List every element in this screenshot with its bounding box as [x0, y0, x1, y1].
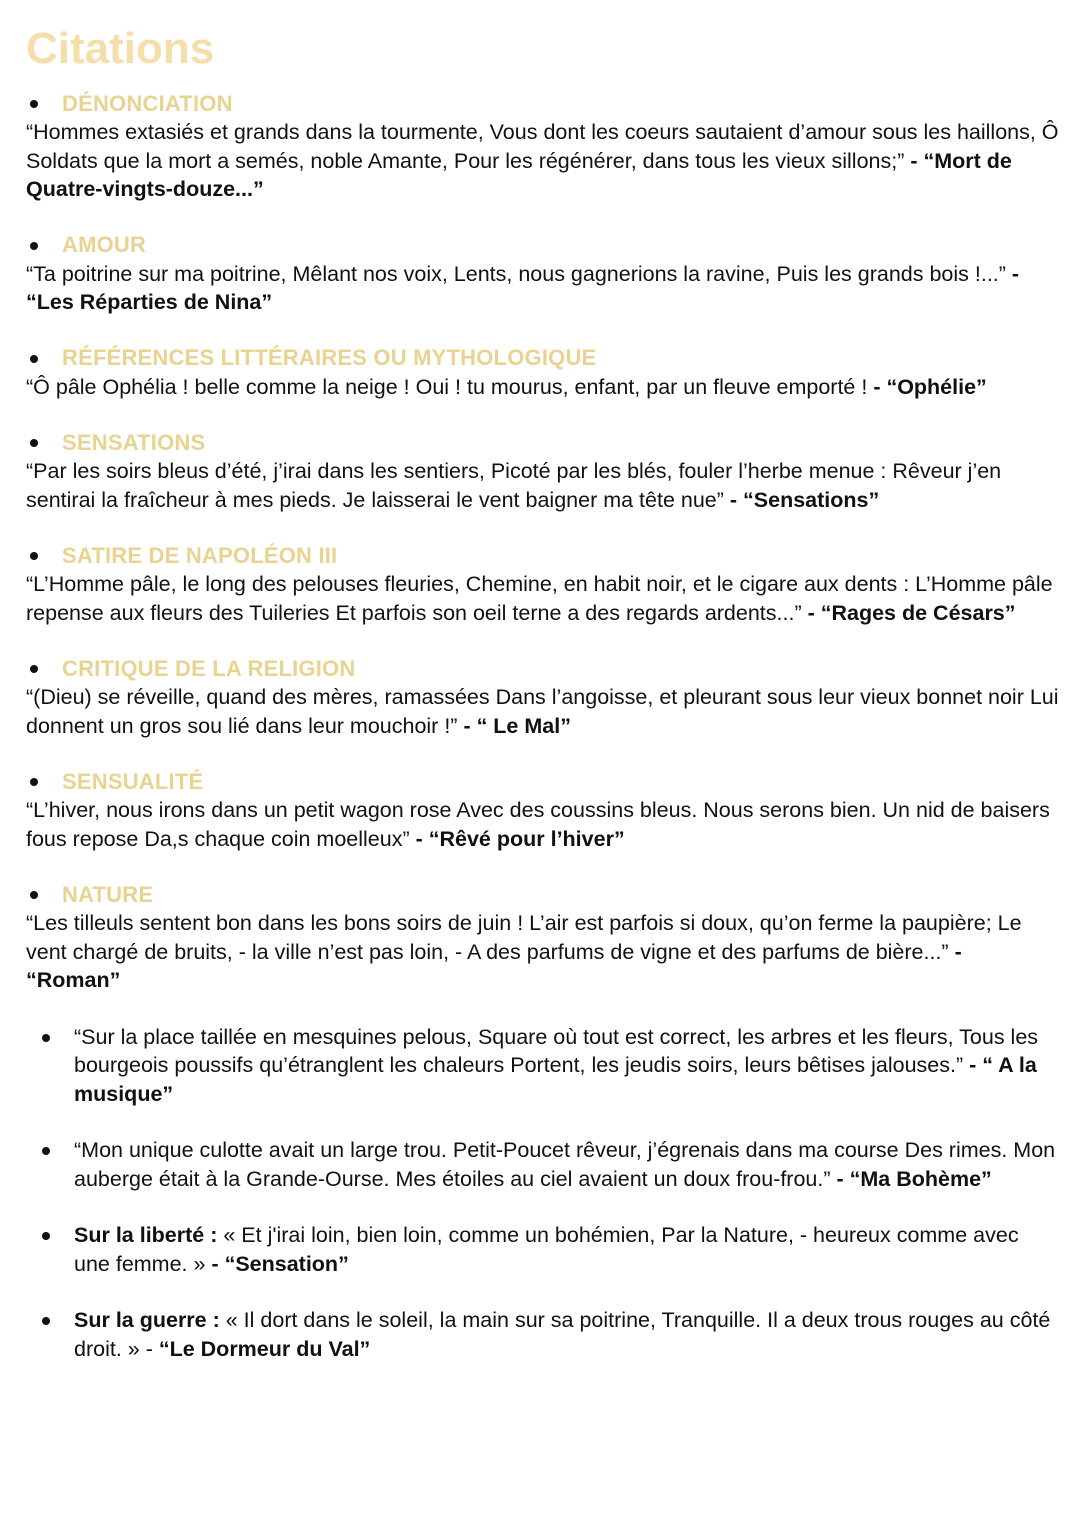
category-heading: SENSUALITÉ	[26, 768, 1060, 796]
quote-text: Sur la guerre : « Il dort dans le soleil, la main sur sa poitrine, Tranquille. Il a deux trous rouges au côté droit. » - “Le Dormeur du Val”	[74, 1308, 1051, 1361]
quote-text: “Les tilleuls sentent bon dans les bons soirs de juin ! L’air est parfois si doux, qu’on ferme la paupière; Le vent chargé de bruits, - la ville n’est pas loin, - A des parfums de vigne et des parfums de bière...” - “Roman”	[26, 911, 1022, 992]
quote-text: “Mon unique culotte avait un large trou. Petit-Poucet rêveur, j’égrenais dans ma course Des rimes. Mon auberge était à la Grande-Ourse. Mes étoiles au ciel avaient un doux frou-frou.” - “Ma Bohème”	[74, 1138, 1056, 1191]
quote-source: - “Mort de Quatre-vingts-douze...”	[26, 148, 1012, 201]
bullet-dot-icon	[30, 100, 38, 108]
quote-source: - “Roman”	[26, 939, 962, 992]
quote-source: - “Rages de Césars”	[807, 600, 1016, 625]
list-item	[26, 1023, 1060, 1109]
bullet-dot-icon	[30, 891, 38, 899]
bullet-dot-icon	[30, 665, 38, 673]
quote-source: - “Ophélie”	[873, 374, 987, 399]
section-sensations	[26, 429, 1060, 514]
bullet-dot-icon	[42, 1317, 50, 1325]
list-item	[26, 1306, 1060, 1363]
quote-text: “Ô pâle Ophélia ! belle comme la neige ! Oui ! tu mourus, enfant, par un fleuve emporté ! - “Ophélie”	[26, 374, 987, 399]
quote-source: - “ Le Mal”	[463, 713, 571, 738]
quote-source: - “Les Réparties de Nina”	[26, 261, 1020, 314]
list-item	[26, 1136, 1060, 1193]
quote-source: - “Ma Bohème”	[836, 1166, 992, 1191]
bullet-dot-icon	[42, 1034, 50, 1042]
category-heading: CRITIQUE DE LA RELIGION	[26, 655, 1060, 683]
section-religion	[26, 655, 1060, 740]
section-nature	[26, 881, 1060, 995]
bullet-dot-icon	[42, 1147, 50, 1155]
quote-text: Sur la liberté : « Et j'irai loin, bien loin, comme un bohémien, Par la Nature, - heureux comme avec une femme. » - “Sensation”	[74, 1223, 1019, 1276]
bullet-dot-icon	[30, 778, 38, 786]
bullet-dot-icon	[42, 1232, 50, 1240]
quote-source: “Le Dormeur du Val”	[158, 1336, 371, 1361]
category-heading: NATURE	[26, 881, 1060, 909]
category-heading: AMOUR	[26, 232, 1060, 260]
quote-source: - “Rêvé pour l’hiver”	[415, 826, 625, 851]
extra-quotes-list	[26, 1023, 1060, 1364]
quote-lead: Sur la guerre :	[74, 1308, 226, 1332]
category-heading: DÉNONCIATION	[26, 90, 1060, 118]
quote-text: “Hommes extasiés et grands dans la tourmente, Vous dont les coeurs sautaient d’amour sous les haillons, Ô Soldats que la mort a semés, noble Amante, Pour les régénérer, dans tous les vieux sillons;” - “Mort de Quatre-vingts-douze...”	[26, 120, 1059, 201]
section-references	[26, 345, 1060, 402]
bullet-dot-icon	[30, 242, 38, 250]
bullet-dot-icon	[30, 355, 38, 363]
quote-text: “Sur la place taillée en mesquines pelous, Square où tout est correct, les arbres et les fleurs, Tous les bourgeois poussifs qu’étranglent les chaleurs Portent, les jeudis soirs, leurs bêtises jalouses.” - “ A la musique”	[74, 1024, 1039, 1106]
section-sensualite	[26, 768, 1060, 853]
quote-lead: Sur la liberté :	[74, 1223, 224, 1247]
quote-text: “Ta poitrine sur ma poitrine, Mêlant nos voix, Lents, nous gagnerions la ravine, Puis les grands bois !...” - “Les Réparties de Nina”	[26, 261, 1020, 314]
section-satire	[26, 542, 1060, 627]
quote-text: “(Dieu) se réveille, quand des mères, ramassées Dans l’angoisse, et pleurant sous leur vieux bonnet noir Lui donnent un gros sou lié dans leur mouchoir !” - “ Le Mal”	[26, 685, 1059, 738]
list-item	[26, 1221, 1060, 1278]
category-heading: SENSATIONS	[26, 429, 1060, 457]
category-heading: RÉFÉRENCES LITTÉRAIRES OU MYTHOLOGIQUE	[26, 345, 1060, 373]
quote-text: “L’Homme pâle, le long des pelouses fleuries, Chemine, en habit noir, et le cigare aux dents : L’Homme pâle repense aux fleurs des Tuileries Et parfois son oeil terne a des regards ardents...” - “Rages de Césars”	[26, 572, 1053, 625]
bullet-dot-icon	[30, 439, 38, 447]
section-denonciation	[26, 90, 1060, 204]
sections-list	[26, 90, 1060, 995]
quote-text: “L’hiver, nous irons dans un petit wagon rose Avec des coussins bleus. Nous serons bien. Un nid de baisers fous repose Da,s chaque coin moelleux” - “Rêvé pour l’hiver”	[26, 798, 1050, 851]
quote-source: - “Sensations”	[729, 487, 880, 512]
quote-source: - “ A la musique”	[74, 1053, 1037, 1106]
section-amour	[26, 232, 1060, 317]
page-title: Citations	[26, 24, 215, 73]
quote-text: “Par les soirs bleus d’été, j’irai dans les sentiers, Picoté par les blés, fouler l’herbe menue : Rêveur j’en sentirai la fraîcheur à mes pieds. Je laisserai le vent baigner ma tête nue” - “Sensations”	[26, 459, 1002, 512]
quote-source: - “Sensation”	[211, 1251, 349, 1276]
category-heading: SATIRE DE NAPOLÉON III	[26, 542, 1060, 570]
bullet-dot-icon	[30, 552, 38, 560]
